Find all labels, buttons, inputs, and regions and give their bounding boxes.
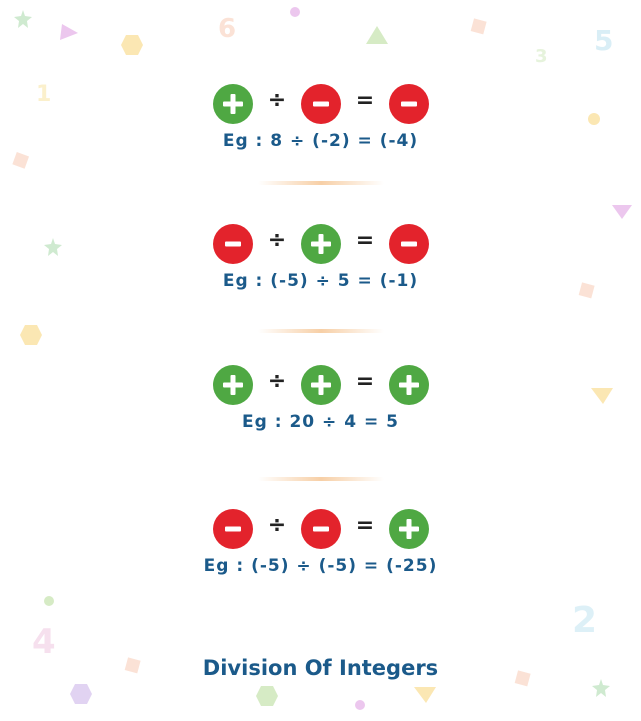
divider <box>258 477 384 481</box>
rule-1 <box>0 84 641 174</box>
plus-glyph <box>213 365 253 405</box>
divider <box>258 329 384 333</box>
minus-sign-icon <box>389 224 429 264</box>
dot-shape <box>290 7 300 17</box>
background-number: 1 <box>36 82 52 107</box>
minus-glyph <box>389 224 429 264</box>
divide-operator: ÷ <box>267 513 287 538</box>
rule-3 <box>0 365 641 455</box>
sign-equation <box>213 224 431 264</box>
example-text: Eg : 8 ÷ (-2) = (-4) <box>222 131 419 151</box>
minus-glyph <box>301 509 341 549</box>
dot-shape <box>355 700 365 710</box>
plus-glyph <box>301 224 341 264</box>
example-text: Eg : 20 ÷ 4 = 5 <box>242 412 399 432</box>
plus-glyph <box>389 509 429 549</box>
divider <box>258 181 384 185</box>
example-text: Eg : (-5) ÷ 5 = (-1) <box>222 271 419 291</box>
example-text: Eg : (-5) ÷ (-5) = (-25) <box>203 556 438 576</box>
minus-glyph <box>213 509 253 549</box>
star-shape <box>592 679 610 697</box>
hexagon-shape <box>256 686 278 706</box>
hexagon-shape <box>20 325 42 345</box>
background-number: 6 <box>218 14 237 44</box>
plus-sign-icon <box>213 365 253 405</box>
equals-operator: = <box>355 369 375 394</box>
plus-glyph <box>389 365 429 405</box>
background-number: 5 <box>594 24 614 57</box>
hexagon-shape <box>121 35 143 55</box>
minus-glyph <box>389 84 429 124</box>
minus-sign-icon <box>301 509 341 549</box>
divide-operator: ÷ <box>267 228 287 253</box>
sign-equation <box>213 365 431 405</box>
background-number: 4 <box>32 622 56 662</box>
plus-sign-icon <box>213 84 253 124</box>
triangle-shape <box>612 203 632 221</box>
equals-operator: = <box>355 88 375 113</box>
plus-glyph <box>301 365 341 405</box>
divide-operator: ÷ <box>267 369 287 394</box>
minus-sign-icon <box>213 224 253 264</box>
background-number: 3 <box>535 46 548 67</box>
star-shape <box>14 10 32 28</box>
plus-sign-icon <box>389 365 429 405</box>
divide-operator: ÷ <box>267 88 287 113</box>
plus-sign-icon <box>301 224 341 264</box>
sign-equation <box>213 84 431 124</box>
page-title: Division Of Integers <box>202 656 439 680</box>
square-shape <box>470 18 488 36</box>
sign-equation <box>213 509 431 549</box>
minus-sign-icon <box>389 84 429 124</box>
triangle-shape <box>414 685 436 705</box>
plus-sign-icon <box>389 509 429 549</box>
equals-operator: = <box>355 228 375 253</box>
plus-sign-icon <box>301 365 341 405</box>
rule-2 <box>0 224 641 314</box>
minus-glyph <box>301 84 341 124</box>
background-number: 2 <box>572 600 598 641</box>
minus-glyph <box>213 224 253 264</box>
equals-operator: = <box>355 513 375 538</box>
minus-sign-icon <box>301 84 341 124</box>
rule-4 <box>0 509 641 599</box>
plus-glyph <box>213 84 253 124</box>
triangle-shape <box>366 26 388 46</box>
triangle-shape <box>58 24 78 42</box>
minus-sign-icon <box>213 509 253 549</box>
hexagon-shape <box>70 684 92 704</box>
